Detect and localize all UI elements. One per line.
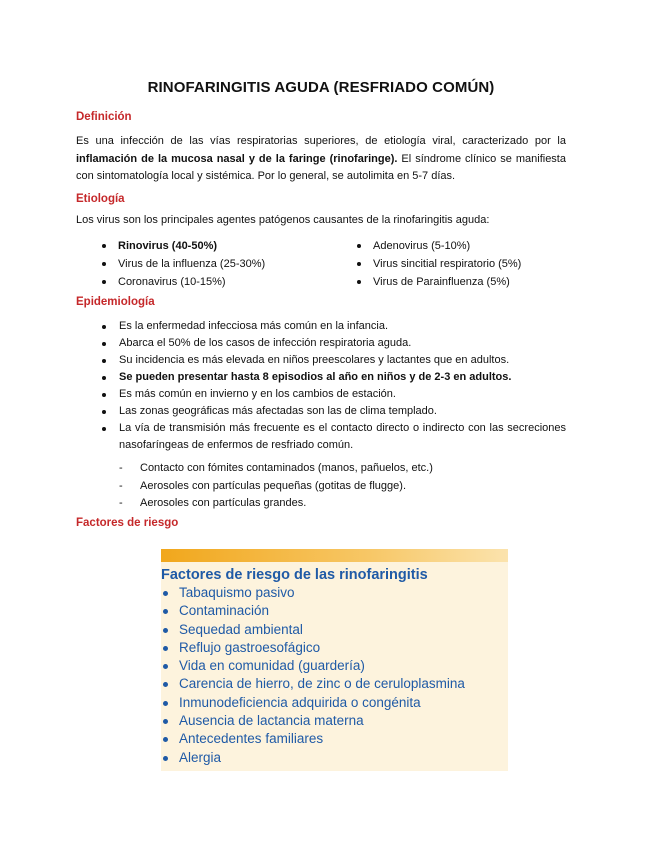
- definition-paragraph: [76, 133, 566, 186]
- definition-bold-text: inflamación de la mucosa nasal y de la faringe (rinofaringe).: [76, 152, 398, 165]
- list-item: - Aerosoles con partículas pequeñas (gotitas de flugge).: [119, 478, 433, 496]
- epidemiology-list: [100, 318, 566, 454]
- list-item: - Aerosoles con partículas grandes.: [119, 495, 433, 513]
- list-item: Es más común en invierno y en los cambios de estación.: [100, 386, 566, 403]
- list-item: Las zonas geográficas más afectadas son las de clima templado.: [100, 403, 566, 420]
- figure-title: Factores de riesgo de las rinofaringitis: [161, 567, 428, 583]
- list-item: Virus de Parainfluenza (5%): [355, 273, 521, 291]
- figure-list: [161, 584, 465, 767]
- list-item: Es la enfermedad infecciosa más común en la infancia.: [100, 318, 566, 335]
- transmission-sublist: [119, 460, 433, 513]
- list-item: Tabaquismo pasivo: [161, 584, 465, 602]
- definition-text-1: Es una infección de las vías respiratorias superiores, de etiología viral, caracterizado por la: [76, 135, 566, 147]
- list-item: - Contacto con fómites contaminados (manos, pañuelos, etc.): [119, 460, 433, 478]
- list-item: Su incidencia es más elevada en niños preescolares y lactantes que en adultos.: [100, 352, 566, 369]
- heading-factores: Factores de riesgo: [76, 517, 179, 529]
- document-title: RINOFARINGITIS AGUDA (RESFRIADO COMÚN): [147, 79, 495, 96]
- etiology-intro: Los virus son los principales agentes patógenos causantes de la rinofaringitis aguda:: [76, 214, 490, 226]
- heading-etiologia: Etiología: [76, 193, 125, 205]
- list-item: Alergia: [161, 749, 465, 767]
- list-item: Virus sincitial respiratorio (5%): [355, 255, 521, 273]
- list-item: Rinovirus (40-50%): [100, 237, 265, 255]
- list-item: Carencia de hierro, de zinc o de ceruloplasmina: [161, 675, 465, 693]
- heading-epidemiologia: Epidemiología: [76, 296, 155, 308]
- list-item: Coronavirus (10-15%): [100, 273, 265, 291]
- figure-top-bar: [161, 549, 508, 562]
- etiology-list-left: [100, 237, 265, 291]
- list-item: Vida en comunidad (guardería): [161, 657, 465, 675]
- definition-text-2: El síndrome clínico se manifiesta con sintomatología local y sistémica. Por lo general, se autolimita en 5-7 días.: [76, 152, 566, 182]
- list-item: Abarca el 50% de los casos de infección respiratoria aguda.: [100, 335, 566, 352]
- list-item: La vía de transmisión más frecuente es el contacto directo o indirecto con las secreciones nasofaríngeas de enfermos de resfriado común.: [100, 420, 566, 454]
- heading-definicion: Definición: [76, 111, 132, 123]
- list-item: Adenovirus (5-10%): [355, 237, 521, 255]
- list-item: Antecedentes familiares: [161, 730, 465, 748]
- list-item: Inmunodeficiencia adquirida o congénita: [161, 694, 465, 712]
- risk-factors-figure: [161, 549, 508, 771]
- list-item: Contaminación: [161, 602, 465, 620]
- list-item: Reflujo gastroesofágico: [161, 639, 465, 657]
- list-item: Se pueden presentar hasta 8 episodios al año en niños y de 2-3 en adultos.: [100, 369, 566, 386]
- list-item: Ausencia de lactancia materna: [161, 712, 465, 730]
- list-item: Virus de la influenza (25-30%): [100, 255, 265, 273]
- list-item: Sequedad ambiental: [161, 621, 465, 639]
- etiology-list-right: [355, 237, 521, 291]
